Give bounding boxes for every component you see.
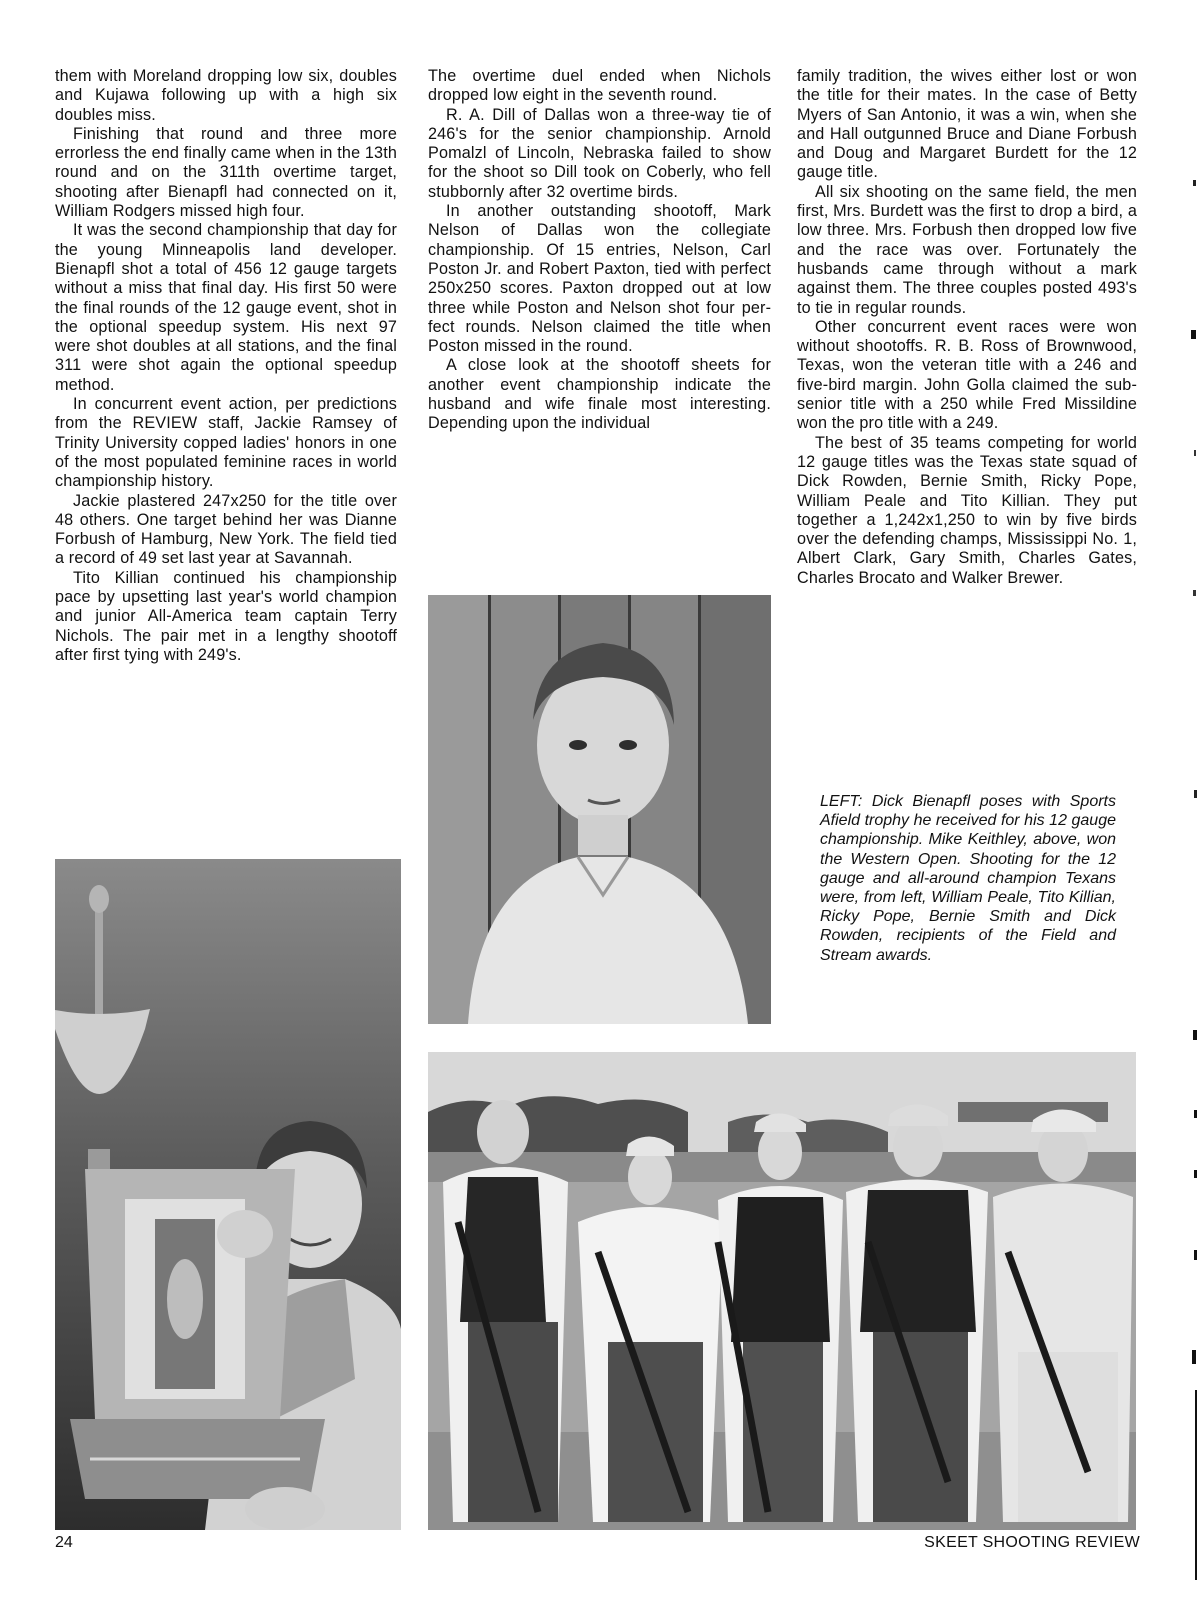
portrait-photo [428,595,771,1024]
paragraph: The overtime duel ended when Nichols dropped low eight in the seventh round. [428,67,771,105]
paragraph: In another outstanding shootoff, Mark Nelson of Dallas won the collegiate championship. Of 15 entries, Nelson, Carl Poston Jr. and Robert Paxton, tied with perfect 250x250 scores. Paxton dropped out at low three while Poston and Nelson shot four perfect rounds. Nelson claimed the title when Poston missed in the round. [428,202,771,356]
article-column-2 [428,67,771,434]
paragraph: Jackie plastered 247x250 for the title over 48 others. One target behind her was Dianne Forbush of Hamburg, New York. The field tied a record of 49 set last year at Savannah. [55,491,397,568]
paragraph: The best of 35 teams competing for world 12 gauge titles was the Texas state squad of Dick Rowden, Bernie Smith, Ricky Pope, William Peale and Tito Killian. They put together a 1,242x1,250 to win by five birds over the defending champs, Mississippi No. 1, Albert Clark, Gary Smith, Charles Gates, Charles Brocato and Walker Brewer. [797,433,1137,587]
photo-caption: LEFT: Dick Bienapfl poses with Sports Afield trophy he received for his 12 gauge championship. Mike Keithley, above, won the Western Open. Shooting for the 12 gauge and all-around champion Texans were, from left, William Peale, Tito Killian, Ricky Pope, Bernie Smith and Dick Rowden, recipients of the Field and Stream awards. [820,793,1116,964]
scan-edge-marks [1182,170,1200,1590]
paragraph: It was the second championship that day for the young Minneapolis land developer. Bienapfl shot a total of 456 12 gauge targets without a miss that final day. His first 50 were the final rounds of the 12 gauge event, shot in the optional speedup system. His next 97 were shot doubles at all stations, and the final 311 were shot again the optional speedup method. [55,221,397,394]
paragraph: Tito Killian continued his championship pace by upsetting last year's world champion and junior All-America team captain Terry Nichols. The pair met in a lengthy shootoff after first tying with 249's. [55,568,397,664]
trophy-photo [55,859,401,1530]
paragraph: All six shooting on the same field, the men first, Mrs. Burdett was the first to drop a bird, a low three. Mrs. Forbush then dropped low five and the race was over. Fortunately the husbands came through without a mark against them. The three couples posted 493's to tie in regular rounds. [797,182,1137,317]
paragraph: Other concurrent event races were won without shootoffs. R. B. Ross of Brownwood, Texas, won the veteran title with a 246 and five-bird margin. John Golla claimed the sub-senior title with a 250 while Fred Missildine won the pro title with a 249. [797,317,1137,433]
paragraph: Finishing that round and three more errorless the end finally came when in the 13th round and on the 311th overtime target, shooting after Bienapfl had connected on it, William Rodgers missed high four. [55,124,397,221]
article-column-1 [55,67,397,665]
paragraph: R. A. Dill of Dallas won a three-way tie of 246's for the senior championship. Arnold Pomalzl of Lincoln, Nebraska failed to show for the shoot so Dill took on Coberly, who fell stubbornly after 32 overtime birds. [428,105,771,201]
article-column-3 [797,67,1137,588]
paragraph: In concurrent event action, per predictions from the REVIEW staff, Jackie Ramsey of Trinity University copped ladies' honors in one of the most populated feminine races in world championship history. [55,395,397,491]
publication-title: SKEET SHOOTING REVIEW [924,1534,1140,1551]
paragraph: them with Moreland dropping low six, doubles and Kujawa following up with a high six doubles miss. [55,67,397,124]
paragraph: A close look at the shootoff sheets for another event championship indicate the husband and wife finale most interesting. Depending upon the individual [428,356,771,433]
paragraph: family tradition, the wives either lost or won the title for their mates. In the case of Betty Myers of San Antonio, it was a win, when she and Hall outgunned Bruce and Diane Forbush and Doug and Margaret Burdett for the 12 gauge title. [797,67,1137,182]
page-number: 24 [55,1534,73,1551]
team-photo [428,1052,1136,1530]
